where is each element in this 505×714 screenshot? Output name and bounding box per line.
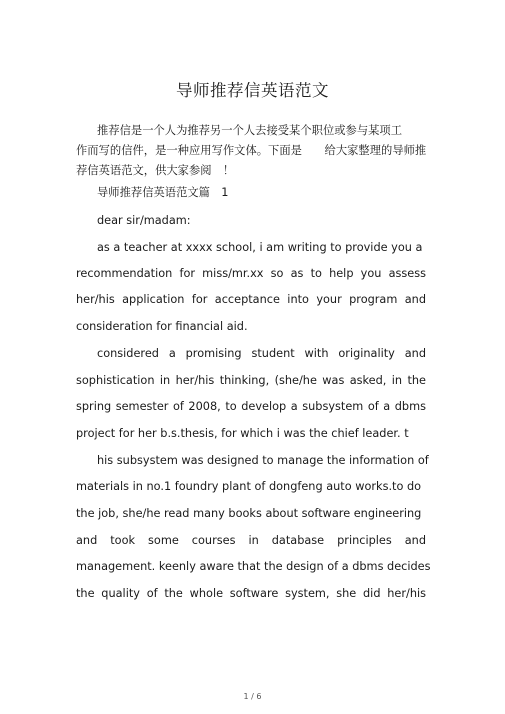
- body-line: 作而写的信件，是一种应用写作文体。下面是 给大家整理的导师推: [76, 144, 427, 157]
- page-title: 导师推荐信英语范文: [176, 81, 329, 100]
- body-line: the quality of the whole software system, she did her/his: [76, 587, 426, 600]
- page-indicator: 1 / 6: [243, 692, 262, 701]
- body-line: his subsystem was designed to manage the information of: [97, 454, 429, 467]
- salutation: dear sir/madam:: [97, 214, 191, 227]
- body-line: the job, she/he read many books about software engineering: [76, 507, 422, 520]
- body-line: materials in no.1 foundry plant of dongfeng auto works.to do: [76, 480, 422, 493]
- body-line: 荐信英语范文，供大家参阅 ！: [76, 164, 235, 177]
- body-line: consideration for financial aid.: [76, 320, 248, 333]
- body-line: as a teacher at xxxx school, i am writing to provide you a: [97, 241, 423, 254]
- section-heading: 导师推荐信英语范文篇 1: [97, 186, 229, 199]
- body-line: and took some courses in database principles and: [76, 534, 426, 547]
- body-line: recommendation for miss/mr.xx so as to help you assess: [76, 267, 426, 280]
- body-line: 推荐信是一个人为推荐另一个人去接受某个职位或参与某项工: [97, 124, 403, 137]
- body-line: sophistication in her/his thinking, (she/he was asked, in the: [76, 374, 426, 387]
- body-line: project for her b.s.thesis, for which i was the chief leader. t: [76, 427, 409, 440]
- body-line: spring semester of 2008, to develop a subsystem of a dbms: [76, 400, 426, 413]
- body-line: management. keenly aware that the design of a dbms decides: [76, 560, 431, 573]
- body-line: her/his application for acceptance into your program and: [76, 293, 426, 306]
- body-line: considered a promising student with originality and: [97, 347, 426, 360]
